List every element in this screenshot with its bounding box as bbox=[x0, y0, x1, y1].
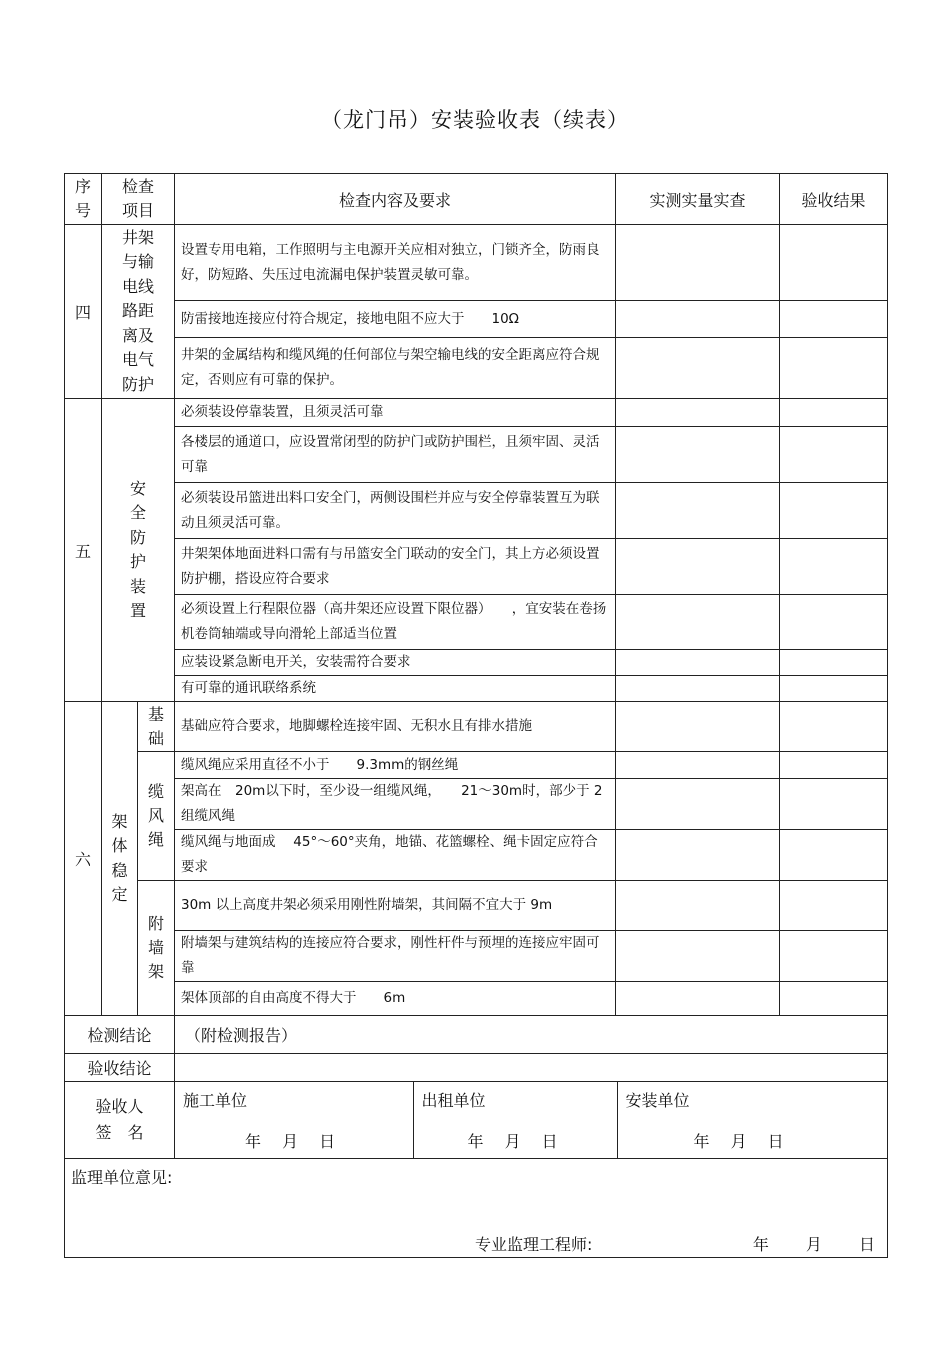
measured-cell[interactable] bbox=[616, 830, 780, 881]
measured-cell[interactable] bbox=[616, 982, 780, 1016]
result-cell[interactable] bbox=[780, 702, 888, 752]
table-row bbox=[65, 483, 888, 539]
sign-row bbox=[65, 1082, 888, 1159]
table-row bbox=[65, 676, 888, 702]
measured-cell[interactable] bbox=[616, 779, 780, 830]
result-cell[interactable] bbox=[780, 779, 888, 830]
section6-sub-guy-rope: 缆风绳 bbox=[138, 752, 175, 881]
accept-row bbox=[65, 1054, 888, 1082]
detect-value[interactable]: （附检测报告） bbox=[175, 1016, 888, 1054]
requirement-text: 缆风绳与地面成 45°～60°夹角，地锚、花篮螺栓、绳卡固定应符合要求 bbox=[175, 830, 616, 881]
measured-cell[interactable] bbox=[616, 539, 780, 595]
sign-subtable bbox=[175, 1082, 887, 1158]
measured-cell[interactable] bbox=[616, 752, 780, 779]
install-sign-cell[interactable] bbox=[617, 1082, 887, 1158]
accept-value[interactable] bbox=[175, 1054, 888, 1082]
requirement-text: 井架架体地面进料口需有与吊篮安全门联动的安全门，其上方必须设置防护棚，搭设应符合要求 bbox=[175, 539, 616, 595]
table-row bbox=[65, 301, 888, 338]
section6-seq: 六 bbox=[65, 702, 102, 1016]
result-cell[interactable] bbox=[780, 539, 888, 595]
sign-date: 年 月 日 bbox=[467, 1132, 558, 1151]
inspection-table bbox=[64, 173, 888, 1258]
table-row bbox=[65, 650, 888, 676]
header-measured: 实测实量实查 bbox=[616, 174, 780, 225]
supervision-engineer-label: 专业监理工程师: bbox=[475, 1235, 593, 1254]
result-cell[interactable] bbox=[780, 301, 888, 338]
install-unit-label: 安装单位 bbox=[625, 1091, 690, 1110]
result-cell[interactable] bbox=[780, 931, 888, 982]
supervision-cell[interactable] bbox=[65, 1159, 888, 1258]
sign-label: 验收人 签 名 bbox=[65, 1082, 175, 1159]
section6-item: 架体稳定 bbox=[102, 702, 138, 1016]
table-row bbox=[65, 982, 888, 1016]
result-cell[interactable] bbox=[780, 595, 888, 650]
requirement-text: 应装设紧急断电开关，安装需符合要求 bbox=[175, 650, 616, 676]
requirement-text: 架体顶部的自由高度不得大于 6m bbox=[175, 982, 616, 1016]
measured-cell[interactable] bbox=[616, 650, 780, 676]
measured-cell[interactable] bbox=[616, 595, 780, 650]
construction-unit-label: 施工单位 bbox=[183, 1091, 248, 1110]
requirement-text: 基础应符合要求，地脚螺栓连接牢固、无积水且有排水措施 bbox=[175, 702, 616, 752]
result-cell[interactable] bbox=[780, 881, 888, 931]
detect-label: 检测结论 bbox=[65, 1016, 175, 1054]
rental-unit-label: 出租单位 bbox=[421, 1091, 486, 1110]
measured-cell[interactable] bbox=[616, 483, 780, 539]
section4-seq: 四 bbox=[65, 225, 102, 399]
measured-cell[interactable] bbox=[616, 427, 780, 483]
table-row bbox=[65, 752, 888, 779]
table-row bbox=[65, 931, 888, 982]
requirement-text: 设置专用电箱，工作照明与主电源开关应相对独立，门锁齐全，防雨良好，防短路、失压过电流漏电保护装置灵敏可靠。 bbox=[175, 225, 616, 301]
supervision-label: 监理单位意见: bbox=[71, 1168, 173, 1187]
accept-label: 验收结论 bbox=[65, 1054, 175, 1082]
measured-cell[interactable] bbox=[616, 881, 780, 931]
header-item: 检查项目 bbox=[102, 174, 175, 225]
requirement-text: 必须装设停靠装置，且须灵活可靠 bbox=[175, 399, 616, 427]
result-cell[interactable] bbox=[780, 650, 888, 676]
detect-row bbox=[65, 1016, 888, 1054]
table-row bbox=[65, 881, 888, 931]
header-row bbox=[65, 174, 888, 225]
requirement-text: 必须装设吊篮进出料口安全门，两侧设围栏并应与安全停靠装置互为联动且须灵活可靠。 bbox=[175, 483, 616, 539]
requirement-text: 附墙架与建筑结构的连接应符合要求，刚性杆件与预埋的连接应牢固可靠 bbox=[175, 931, 616, 982]
result-cell[interactable] bbox=[780, 338, 888, 399]
requirement-text: 30m 以上高度井架必须采用刚性附墙架，其间隔不宜大于 9m bbox=[175, 881, 616, 931]
section4-item: 井架与输电线路距离及电气防护 bbox=[102, 225, 175, 399]
table-row bbox=[65, 539, 888, 595]
measured-cell[interactable] bbox=[616, 301, 780, 338]
table-row bbox=[65, 595, 888, 650]
table-row bbox=[65, 702, 888, 752]
measured-cell[interactable] bbox=[616, 338, 780, 399]
table-row bbox=[65, 225, 888, 301]
result-cell[interactable] bbox=[780, 225, 888, 301]
table-row bbox=[65, 399, 888, 427]
table-row bbox=[65, 338, 888, 399]
result-cell[interactable] bbox=[780, 830, 888, 881]
requirement-text: 架高在 20m以下时，至少设一组缆风绳， 21～30m时，部少于 2 组缆风绳 bbox=[175, 779, 616, 830]
result-cell[interactable] bbox=[780, 399, 888, 427]
table-row bbox=[65, 830, 888, 881]
rental-sign-cell[interactable] bbox=[413, 1082, 617, 1158]
construction-sign-cell[interactable] bbox=[175, 1082, 413, 1158]
section6-sub-foundation: 基础 bbox=[138, 702, 175, 752]
sign-date: 年 月 日 bbox=[693, 1132, 784, 1151]
result-cell[interactable] bbox=[780, 752, 888, 779]
section5-seq: 五 bbox=[65, 399, 102, 702]
measured-cell[interactable] bbox=[616, 702, 780, 752]
requirement-text: 有可靠的通讯联络系统 bbox=[175, 676, 616, 702]
header-seq: 序号 bbox=[65, 174, 102, 225]
measured-cell[interactable] bbox=[616, 676, 780, 702]
header-result: 验收结果 bbox=[780, 174, 888, 225]
requirement-text: 井架的金属结构和缆风绳的任何部位与架空输电线的安全距离应符合规定，否则应有可靠的保护。 bbox=[175, 338, 616, 399]
result-cell[interactable] bbox=[780, 676, 888, 702]
table-row bbox=[65, 427, 888, 483]
requirement-text: 缆风绳应采用直径不小于 9.3mm的钢丝绳 bbox=[175, 752, 616, 779]
requirement-text: 各楼层的通道口，应设置常闭型的防护门或防护围栏，且须牢固、灵活可靠 bbox=[175, 427, 616, 483]
page-title: （龙门吊）安装验收表（续表） bbox=[321, 108, 629, 132]
requirement-text: 防雷接地连接应付符合规定，接地电阻不应大于 10Ω bbox=[175, 301, 616, 338]
requirement-text: 必须设置上行程限位器（高井架还应设置下限位器） ，宜安装在卷扬机卷筒轴端或导向滑轮上部适当位置 bbox=[175, 595, 616, 650]
section5-item: 安全防护装置 bbox=[102, 399, 175, 702]
sign-date: 年 月 日 bbox=[245, 1132, 336, 1151]
section6-sub-wall-tie: 附墙架 bbox=[138, 881, 175, 1016]
measured-cell[interactable] bbox=[616, 225, 780, 301]
header-content: 检查内容及要求 bbox=[175, 174, 616, 225]
table-row bbox=[65, 779, 888, 830]
supervision-date: 年 月 日 bbox=[752, 1235, 875, 1254]
measured-cell[interactable] bbox=[616, 931, 780, 982]
result-cell[interactable] bbox=[780, 427, 888, 483]
result-cell[interactable] bbox=[780, 982, 888, 1016]
measured-cell[interactable] bbox=[616, 399, 780, 427]
supervision-row bbox=[65, 1159, 888, 1258]
result-cell[interactable] bbox=[780, 483, 888, 539]
